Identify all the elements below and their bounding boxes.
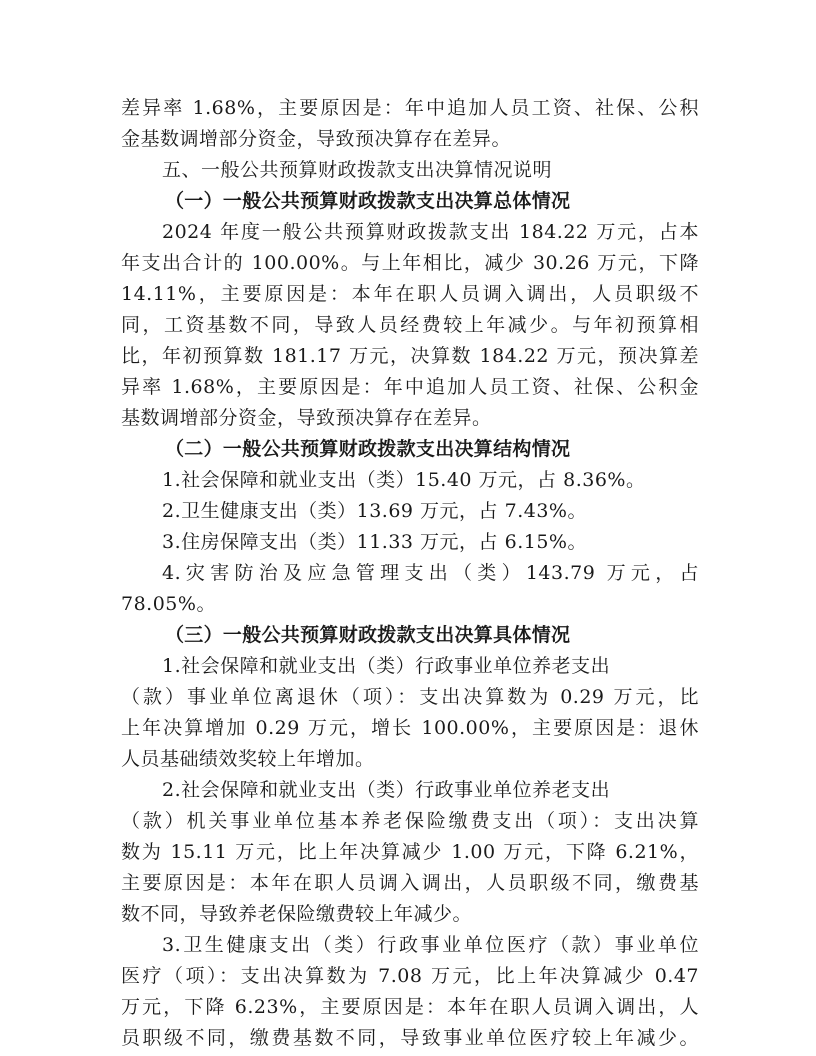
paragraph-line: 数为 15.11 万元，比上年决算减少 1.00 万元，下降 6.21%， <box>121 841 699 863</box>
section-heading-5: 五、一般公共预算财政拨款支出决算情况说明 <box>162 159 553 181</box>
paragraph-line: 医疗（项）：支出决算数为 7.08 万元，比上年决算减少 0.47 <box>121 965 699 987</box>
list-item: 1.社会保障和就业支出（类）15.40 万元，占 8.36%。 <box>162 469 646 491</box>
paragraph-line: 1.社会保障和就业支出（类）行政事业单位养老支出 <box>162 655 611 677</box>
paragraph-line: （款）机关事业单位基本养老保险缴费支出（项）：支出决算 <box>121 810 699 832</box>
paragraph-line: 年支出合计的 100.00%。与上年相比，减少 30.26 万元，下降 <box>121 252 699 274</box>
paragraph-line: 同，工资基数不同，导致人员经费较上年减少。与年初预算相 <box>121 314 699 336</box>
subsection-heading-1: （一）一般公共预算财政拨款支出决算总体情况 <box>165 190 571 212</box>
document-body <box>121 93 699 1054</box>
paragraph-line: 人员基础绩效奖较上年增加。 <box>121 748 375 770</box>
list-item-continuation: 78.05%。 <box>121 593 216 615</box>
paragraph-line: 2.社会保障和就业支出（类）行政事业单位养老支出 <box>162 779 611 801</box>
paragraph-line: （款）事业单位离退休（项）：支出决算数为 0.29 万元，比 <box>121 686 699 708</box>
subsection-heading-2: （二）一般公共预算财政拨款支出决算结构情况 <box>165 438 571 460</box>
paragraph-line: 基数调增部分资金，导致预决算存在差异。 <box>121 407 492 429</box>
paragraph-line: 差异率 1.68%，主要原因是：年中追加人员工资、社保、公积 <box>121 97 699 119</box>
list-item: 3.住房保障支出（类）11.33 万元，占 6.15%。 <box>162 531 587 553</box>
paragraph-line: 异率 1.68%，主要原因是：年中追加人员工资、社保、公积金 <box>121 376 699 398</box>
paragraph-line: 员职级不同，缴费基数不同，导致事业单位医疗较上年减少。 <box>121 1027 699 1049</box>
paragraph-line: 14.11%，主要原因是：本年在职人员调入调出，人员职级不 <box>121 283 699 305</box>
paragraph-line: 比，年初预算数 181.17 万元，决算数 184.22 万元，预决算差 <box>121 345 699 367</box>
paragraph-line: 金基数调增部分资金，导致预决算存在差异。 <box>121 128 512 150</box>
paragraph-line: 上年决算增加 0.29 万元，增长 100.00%，主要原因是：退休 <box>121 717 699 739</box>
paragraph-line: 2024 年度一般公共预算财政拨款支出 184.22 万元，占本 <box>162 221 699 243</box>
paragraph-line: 3.卫生健康支出（类）行政事业单位医疗（款）事业单位 <box>162 934 699 956</box>
list-item: 4.灾害防治及应急管理支出（类）143.79 万元，占 <box>162 562 699 584</box>
list-item: 2.卫生健康支出（类）13.69 万元，占 7.43%。 <box>162 500 587 522</box>
paragraph-line: 主要原因是：本年在职人员调入调出，人员职级不同，缴费基 <box>121 872 699 894</box>
subsection-heading-3: （三）一般公共预算财政拨款支出决算具体情况 <box>165 624 571 646</box>
paragraph-line: 数不同，导致养老保险缴费较上年减少。 <box>121 903 473 925</box>
paragraph-line: 万元，下降 6.23%，主要原因是：本年在职人员调入调出，人 <box>121 996 699 1018</box>
